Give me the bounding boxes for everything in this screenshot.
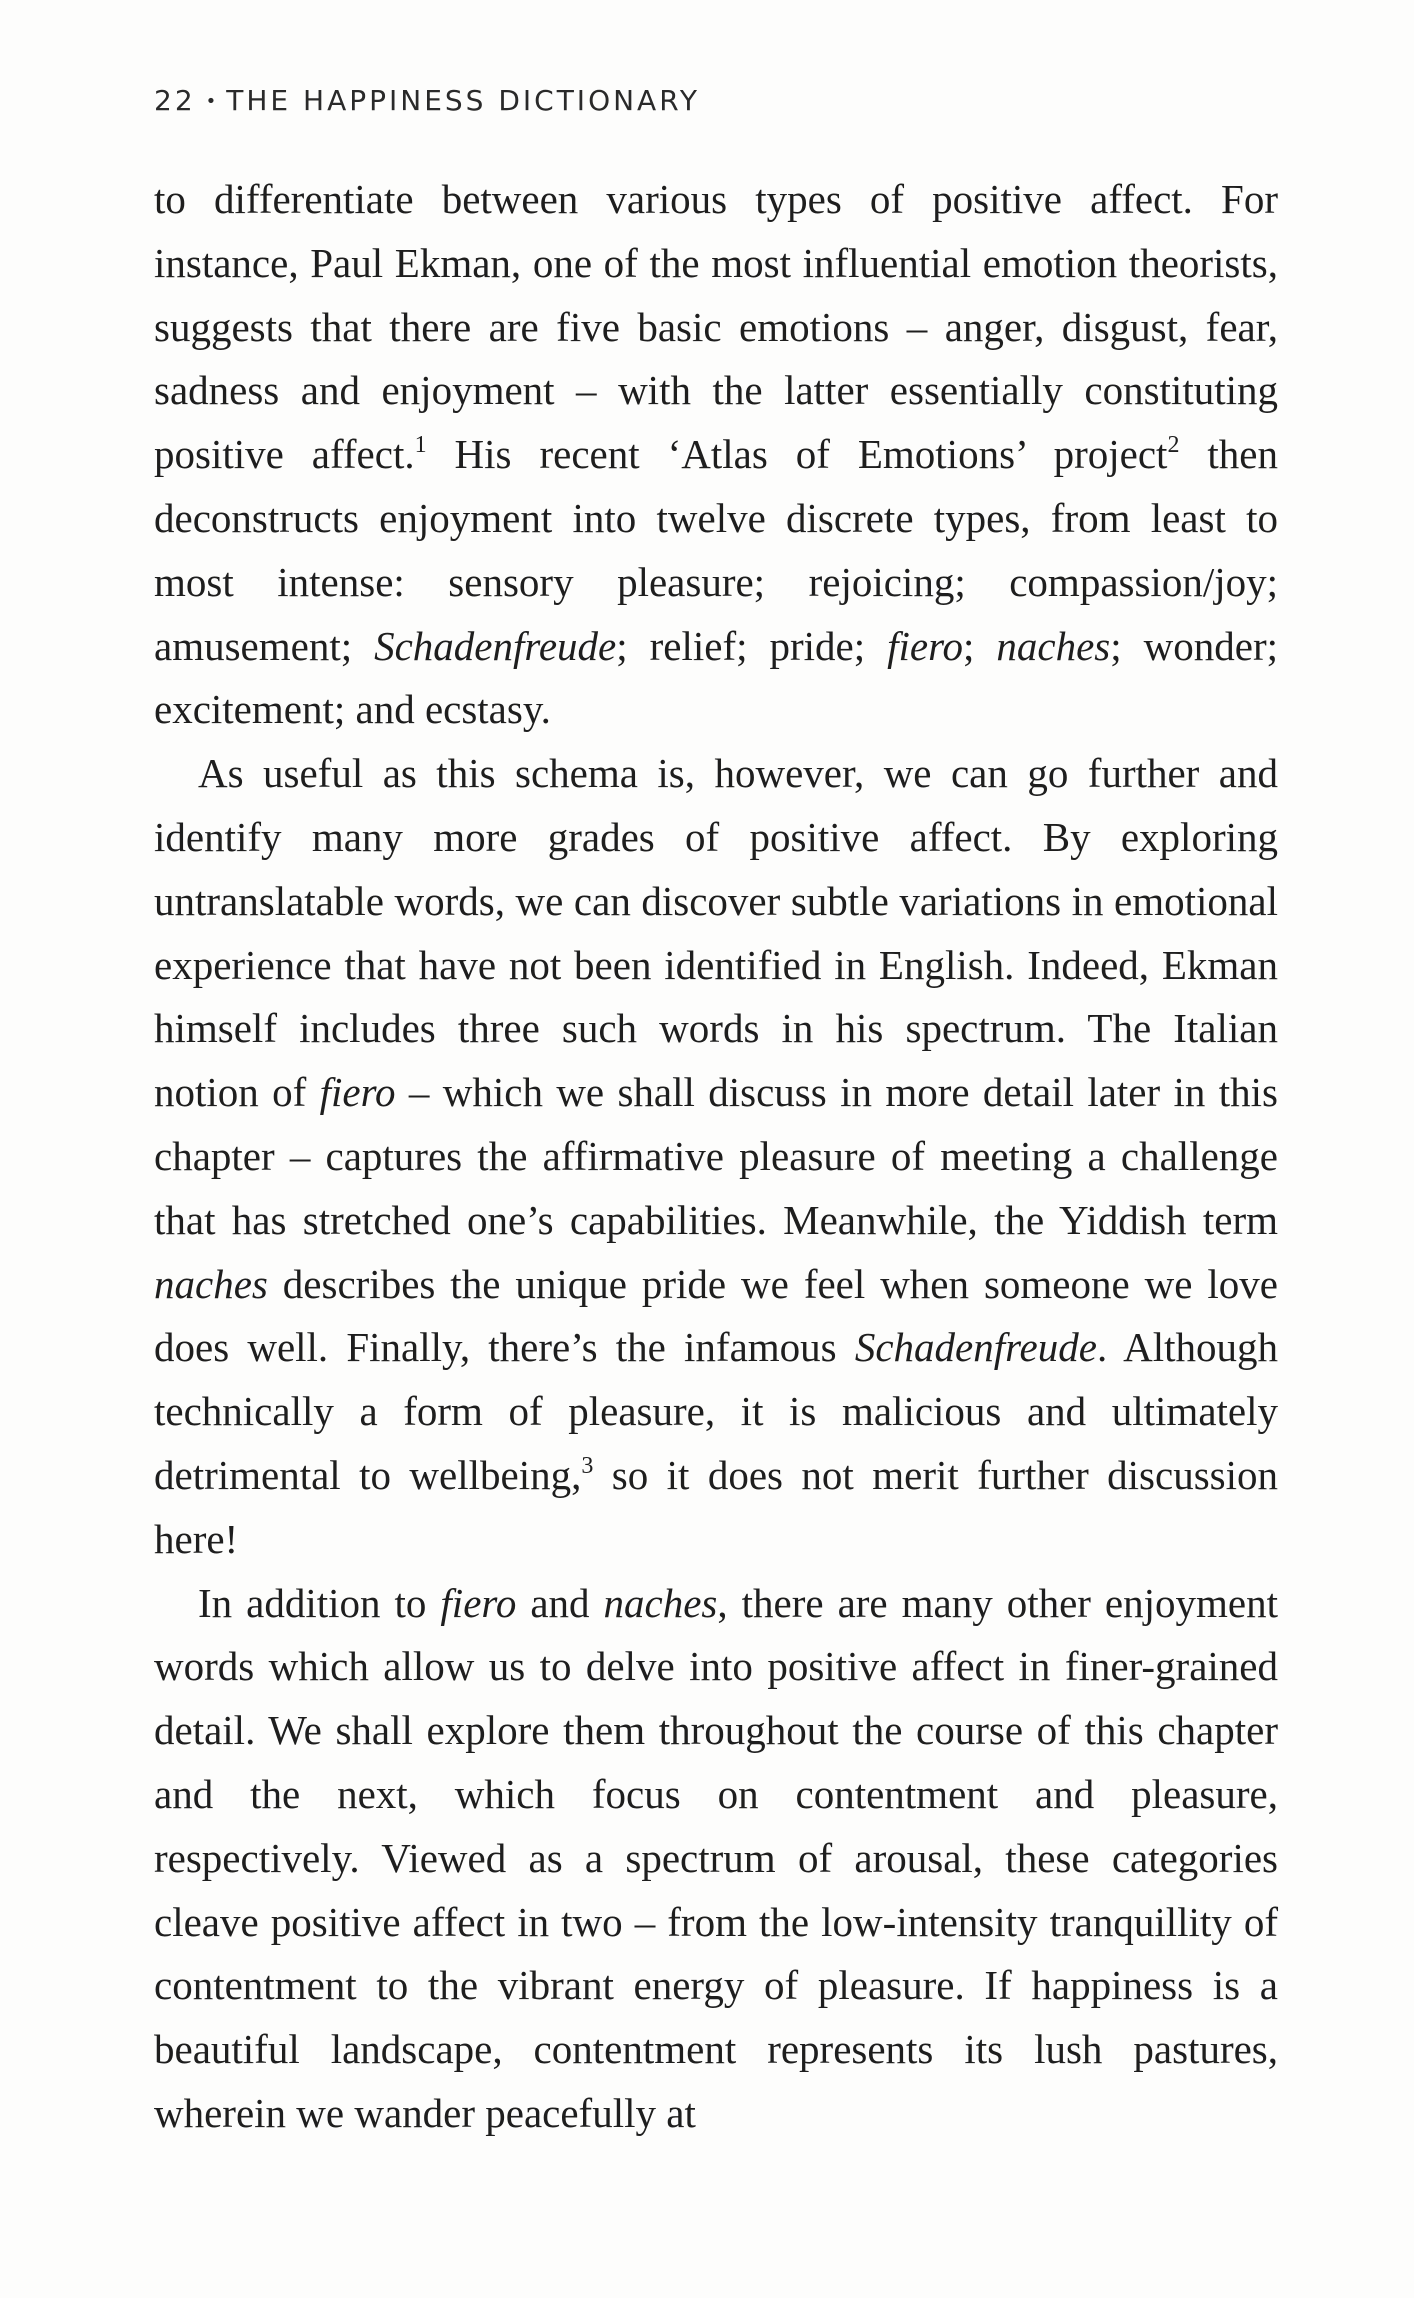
page-number: 22 [154, 84, 196, 117]
p1-text-6: ; wonder; excitement; and ecstasy. [154, 622, 1278, 733]
p2-text-5: so it does not merit further discussion here! [154, 1451, 1278, 1562]
paragraph-1 [154, 168, 1278, 742]
footnote-marker-2: 2 [1167, 432, 1180, 459]
p2-italic-schadenfreude: Schadenfreude [854, 1324, 1097, 1371]
header-separator: • [205, 91, 217, 112]
p2-text-3: describes the unique pride we feel when someone we love does well. Finally, there’s the infamous [154, 1260, 1278, 1371]
p1-italic-naches: naches [996, 622, 1111, 669]
paragraph-2 [154, 742, 1278, 1571]
p3-text-3: , there are many other enjoyment words which allow us to delve into positive affect in finer-grained detail. We shall explore them throughout the course of this chapter and the next, which focus on contentment and pleasure, respectively. Viewed as a spectrum of arousal, these categories cleave positive affect in two – from the low-intensity tranquillity of contentment to the vibrant energy of pleasure. If happiness is a beautiful landscape, contentment represents its lush pastures, wherein we wander peacefully at [154, 1579, 1279, 2136]
footnote-marker-3: 3 [581, 1452, 594, 1479]
p2-italic-fiero: fiero [319, 1069, 396, 1116]
p2-text-1: As useful as this schema is, however, we can go further and identify many more grades of positive affect. By exploring untranslatable words, we can discover subtle variations in emotional experience that have not been identified in English. Indeed, Ekman himself includes three such words in his spectrum. The Italian notion of [154, 750, 1278, 1116]
paragraph-3 [154, 1572, 1278, 2146]
p1-text-4: ; relief; pride; [616, 622, 888, 669]
p1-text-5: ; [963, 622, 997, 669]
footnote-marker-1: 1 [414, 432, 427, 459]
book-title: THE HAPPINESS DICTIONARY [226, 84, 700, 117]
p1-italic-fiero: fiero [887, 622, 964, 669]
p2-text-4: . Although technically a form of pleasure, it is malicious and ultimately detrimental to wellbeing, [154, 1324, 1278, 1498]
p3-text-1: In addition to [198, 1579, 441, 1626]
p2-italic-naches: naches [154, 1260, 268, 1307]
p3-italic-fiero: fiero [440, 1579, 517, 1626]
p2-text-2: – which we shall discuss in more detail later in this chapter – captures the affirmative pleasure of meeting a challenge that has stretched one’s capabilities. Meanwhile, the Yiddish term [154, 1069, 1278, 1243]
p1-text-2: His recent ‘Atlas of Emotions’ project [426, 431, 1168, 478]
p1-text-1: to differentiate between various types of positive affect. For instance, Paul Ekman, one of the most influential emotion theorists, suggests that there are five basic emotions – anger, disgust, fear, sadness and enjoyment – with the latter essentially constituting positive affect. [154, 176, 1278, 478]
p3-text-2: and [516, 1579, 604, 1626]
p1-italic-schadenfreude: Schadenfreude [374, 622, 617, 669]
p1-text-3: then deconstructs enjoyment into twelve discrete types, from least to most intense: sensory pleasure; rejoicing; compassion/joy; amusement; [154, 431, 1278, 669]
body-text [154, 168, 1278, 2146]
running-header [154, 84, 700, 117]
p3-italic-naches: naches [603, 1579, 718, 1626]
